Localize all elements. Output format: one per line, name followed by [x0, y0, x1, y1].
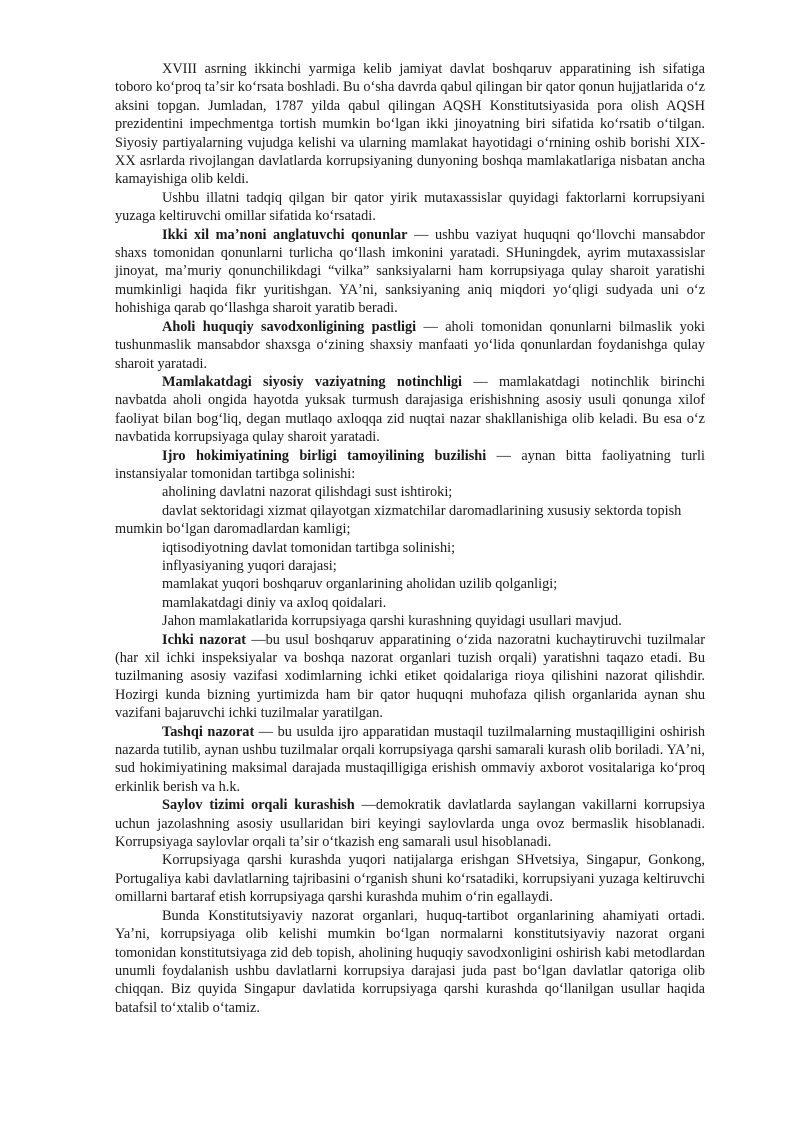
- paragraph: [115, 612, 705, 630]
- paragraph-text: —bu usul boshqaruv apparatining oʻzida nazoratni kuchaytiruvchi tuzilmalar (har xil ichki inspeksiyalar va boshqa nazorat organlari tuzish orqali) yaratishni taqazo etadi. Bu tuzilmaning asosiy vazifasi xodimlarning ichki etiket qoidalariga rioya qilishini nazorat qilishdir. Hozirgi kunda bizning yurtimizda ham bir qator huquqni muhofaza qilish organlarida aynan shu vazifani bajaruvchi ichki tuzilmalar yaratilgan.: [115, 631, 705, 722]
- paragraph: [115, 539, 705, 557]
- paragraph-text: aholining davlatni nazorat qilishdagi sust ishtiroki;: [162, 484, 453, 501]
- paragraph-text: Bunda Konstitutsiyaviy nazorat organlari, huquq-tartibot organlarining ahamiyati ortadi. Yaʼni, korrupsiyaga olib kelishi mumkin boʻlgan normalarni konstitutsiyaviy nazorat organi tomonidan konstitutsiyaga zid deb topish, aholining huquqiy savodxonligini oshirish kabi metodlardan unumli foydalanish ushbu davlatlarni korrupsiya darajasi juda past boʻlgan davlatlar qatoriga olib chiqqan. Biz quyida Singapur davlatida korrupsiyaga qarshi kurashda qoʻllanilgan usullar haqida batafsil toʻxtalib oʻtamiz.: [115, 907, 705, 1016]
- paragraph-lead-term: Ichki nazorat: [162, 631, 246, 648]
- paragraph-text: Korrupsiyaga qarshi kurashda yuqori natijalarga erishgan SHvetsiya, Singapur, Gonkong, Portugaliya kabi davlatlarning tajribasini oʻrganish shuni koʻrsatadiki, korrupsiyani yuzaga keltiruvchi omillarni bartaraf etish korrupsiyaga qarshi kurashda muhim oʻrin egallaydi.: [115, 852, 705, 906]
- paragraph-text: — ushbu vaziyat huquqni qoʻllovchi mansabdor shaxs tomonidan qonunlarni turlicha qoʻllash imkonini yaratadi. SHuningdek, ayrim mutaxassislar jinoyat, maʼmuriy qonunchilikdagi “vilka” sanksiyalarni ham korrupsiyaga qulay sharoit yaratishi mumkinligi haqida fikr yuritishgan. YAʼni, sanksiyaning aniq miqdori yoʻqligi sudyada uni oʻz hohishiga qarab qoʻllashga sharoit yaratib beradi.: [115, 226, 705, 317]
- paragraph-text: inflyasiyaning yuqori darajasi;: [162, 557, 337, 574]
- paragraph: [115, 189, 705, 226]
- paragraph: [115, 594, 705, 612]
- paragraph: [115, 447, 705, 484]
- document-page: [115, 60, 705, 1017]
- paragraph: [115, 483, 705, 501]
- paragraph-text: iqtisodiyotning davlat tomonidan tartibga solinishi;: [162, 539, 456, 556]
- paragraph-text: — bu usulda ijro apparatidan mustaqil tuzilmalarning mustaqilligini oshirish nazarda tutilib, aynan ushbu tuzilmalar orqali korrupsiyaga qarshi samarali kurash olib boriladi. YAʼni, sud hokimiyatining maksimal darajada mustaqilligiga erishish ommaviy axborot vositalariga koʻproq erkinlik berish va h.k.: [115, 723, 705, 795]
- paragraph-text: mamlakatdagi diniy va axloq qoidalari.: [162, 594, 387, 611]
- paragraph-text: — mamlakatdagi notinchlik birinchi navbatda aholi ongida hayotda yuksak turmush darajasiga erishishning asosiy usuli qonunga xilof faoliyat bilan bogʻliq, degan mutlaqo axloqqa zid nuqtai nazar shakllanishiga olib keladi. Bu esa oʻz navbatida korrupsiyaga qulay sharoit yaratadi.: [115, 373, 705, 446]
- paragraph-text: — aholi tomonidan qonunlarni bilmaslik yoki tushunmaslik mansabdor shaxsga oʻzining shaxsiy manfaati yoʻlida qonunlardan foydanishga qulay sharoit yaratadi.: [115, 318, 705, 372]
- paragraph: [115, 60, 705, 189]
- paragraph-lead-term: Tashqi nazorat: [162, 723, 255, 740]
- paragraph: [115, 373, 705, 447]
- paragraph-text: Ushbu illatni tadqiq qilgan bir qator yirik mutaxassislar quyidagi faktorlarni korrupsiyani yuzaga keltiruvchi omillar sifatida koʻrsatadi.: [115, 189, 705, 225]
- paragraph-text: — aynan bitta faoliyatning turli instansiyalar tomonidan tartibga solinishi:: [115, 447, 706, 482]
- paragraph-text: davlat sektoridagi xizmat qilayotgan xizmatchilar daromadlarining xususiy sektorda topish mumkin boʻlgan daromadlardan kamligi;: [115, 502, 682, 538]
- paragraph: [115, 226, 705, 318]
- paragraph-lead-term: Ijro hokimiyatining birligi tamoyilining buzilishi: [162, 447, 487, 464]
- paragraph: [115, 851, 705, 906]
- paragraph-text: —demokratik davlatlarda saylangan vakillarni korrupsiya uchun jazolashning asosiy usullaridan biri keyingi saylovlarda unga ovoz bermaslik hisoblanadi. Korrupsiyaga saylovlar orqali taʼsir oʻtkazish eng samarali usul hisoblanadi.: [115, 797, 705, 851]
- paragraph-lead-term: Mamlakatdagi siyosiy vaziyatning notinchligi: [162, 373, 463, 390]
- paragraph: [115, 557, 705, 575]
- paragraph: [115, 575, 705, 593]
- paragraph-lead-term: Saylov tizimi orqali kurashish: [162, 797, 355, 814]
- paragraph: [115, 318, 705, 373]
- paragraph: [115, 631, 705, 723]
- paragraph: [115, 907, 705, 1017]
- paragraph-text: XVIII asrning ikkinchi yarmiga kelib jamiyat davlat boshqaruv apparatining ish sifatiga toboro koʻproq taʼsir koʻrsata boshladi. Bu oʻsha davrda qabul qilingan bir qator qonun hujjatlarida oʻz aksini topgan. Jumladan, 1787 yilda qabul qilingan AQSH Konstitutsiyasida pora olish AQSH prezidentini impechmentga tortish mumkin boʻlgan ikki jinoyatning biri sifatida koʻrsatib oʻtilgan. Siyosiy partiyalarning vujudga kelishi va ularning mamlakat hayotidagi oʻrnining oshib borishi XIX-XX asrlarda rivojlangan davlatlarda korrupsiyaning dunyoning boshqa mamlakatlariga nisbatan ancha kamayishiga olib keldi.: [115, 61, 705, 188]
- paragraph-lead-term: Aholi huquqiy savodxonligining pastligi: [162, 318, 417, 335]
- paragraph-lead-term: Ikki xil maʼnoni anglatuvchi qonunlar: [162, 226, 408, 243]
- paragraph: [115, 502, 705, 539]
- paragraph-text: Jahon mamlakatlarida korrupsiyaga qarshi kurashning quyidagi usullari mavjud.: [162, 613, 622, 630]
- paragraph: [115, 796, 705, 851]
- paragraph-text: mamlakat yuqori boshqaruv organlarining aholidan uzilib qolganligi;: [162, 576, 558, 593]
- paragraph: [115, 723, 705, 797]
